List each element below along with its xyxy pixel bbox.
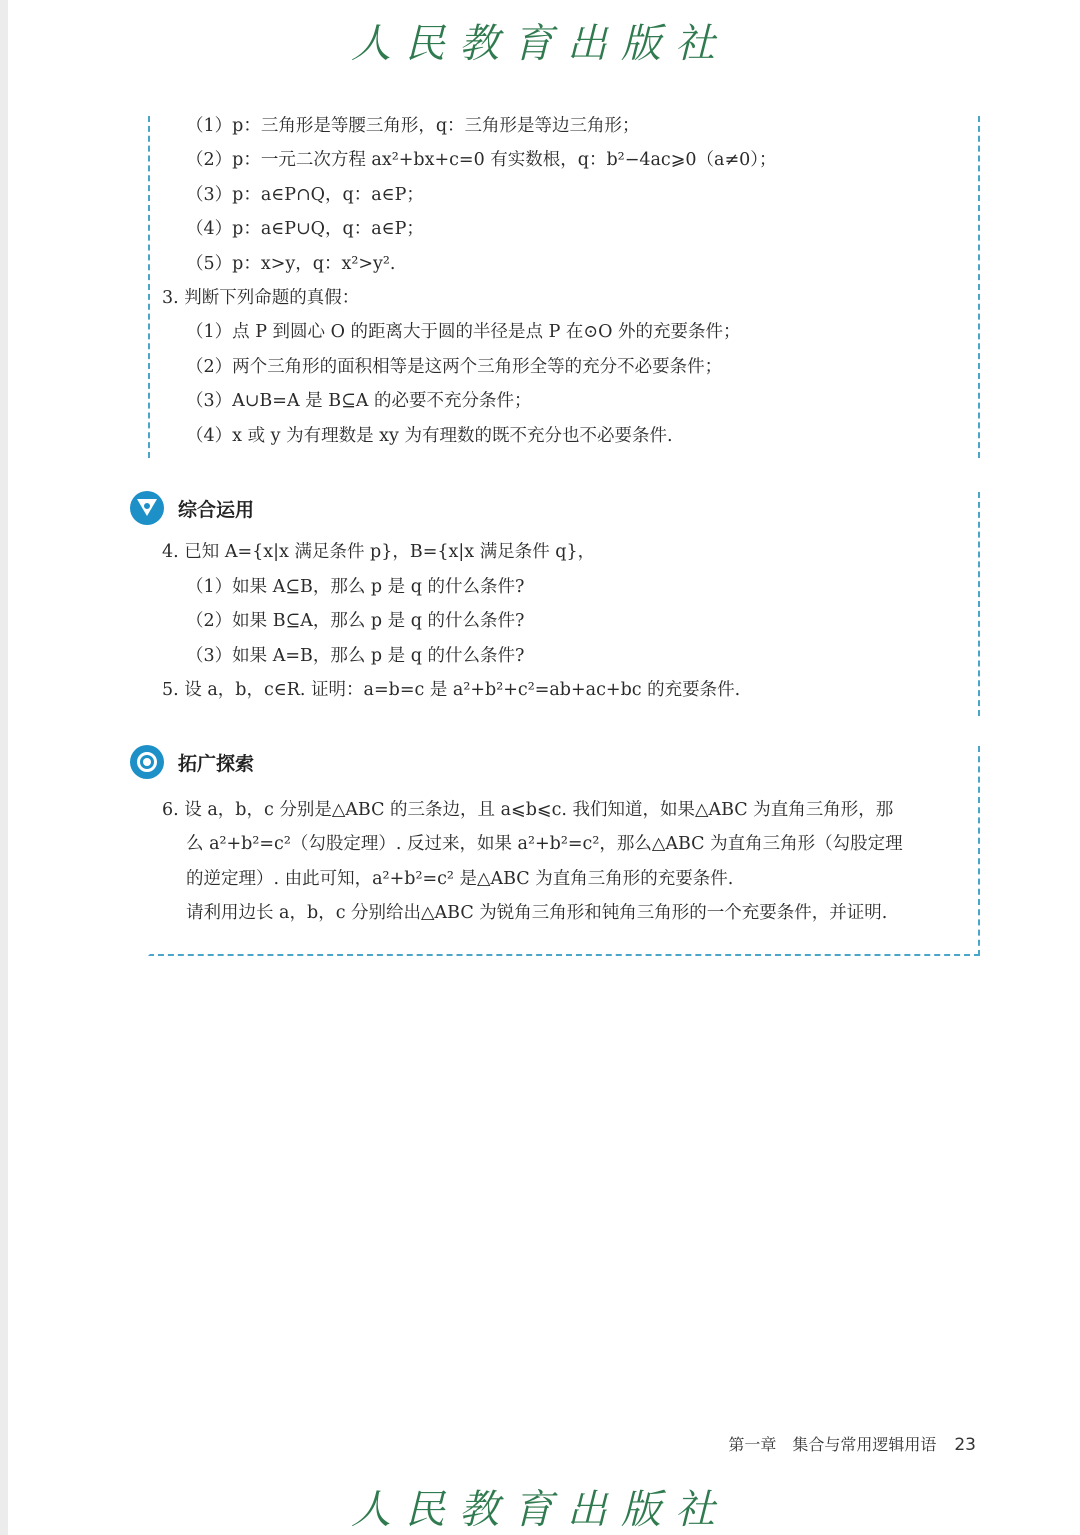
problem-6-line: 6. 设 a，b，c 分别是△ABC 的三条边，且 a⩽b⩽c. 我们知道，如果△ABC 为直角三角形，那 <box>162 800 894 820</box>
publisher-logo-top: 人民教育出版社 <box>351 21 729 67</box>
section-title: 综合运用 <box>178 498 255 521</box>
chapter-title: 第一章 集合与常用逻辑用语 <box>728 1435 937 1454</box>
page-edge <box>0 0 8 1535</box>
problem-item: （2）p：一元二次方程 ax²+bx+c=0 有实数根，q：b²−4ac⩾0（a≠0）； <box>186 150 777 170</box>
problem-4-item: （1）如果 A⊆B，那么 p 是 q 的什么条件? <box>186 577 525 597</box>
page-number: 23 <box>954 1435 976 1455</box>
problem-item: （1）p：三角形是等腰三角形，q：三角形是等边三角形； <box>186 116 640 136</box>
problem-3-item: （1）点 P 到圆心 O 的距离大于圆的半径是点 P 在⊙O 外的充要条件； <box>186 322 741 342</box>
section-title: 拓广探索 <box>178 752 255 775</box>
problem-4-title: 4. 已知 A={x|x 满足条件 p}，B={x|x 满足条件 q}， <box>162 542 596 562</box>
section-header-explore <box>130 744 254 780</box>
page-footer <box>728 1432 976 1455</box>
problem-3-title: 3. 判断下列命题的真假： <box>162 288 360 308</box>
problem-3-item: （3）A∪B=A 是 B⊆A 的必要不充分条件； <box>186 391 532 411</box>
section-header-comprehensive <box>130 490 254 526</box>
problem-item: （3）p：a∈P∩Q，q：a∈P； <box>186 185 424 205</box>
publisher-logo-bottom: 人民教育出版社 <box>351 1487 729 1533</box>
problem-5: 5. 设 a，b，c∈R. 证明：a=b=c 是 a²+b²+c²=ab+ac+bc 的充要条件. <box>162 680 741 700</box>
problem-6-line: 的逆定理）. 由此可知，a²+b²=c² 是△ABC 为直角三角形的充要条件. <box>186 869 734 889</box>
problem-6-line: 么 a²+b²=c²（勾股定理）. 反过来，如果 a²+b²=c²，那么△ABC 为直角三角形（勾股定理 <box>186 834 903 854</box>
problem-4-item: （2）如果 B⊆A，那么 p 是 q 的什么条件? <box>186 611 525 631</box>
problem-item: （4）p：a∈P∪Q，q：a∈P； <box>186 219 424 239</box>
section-triangle-icon <box>130 491 164 525</box>
problem-6-line: 请利用边长 a，b，c 分别给出△ABC 为锐角三角形和钝角三角形的一个充要条件，并证明. <box>186 903 888 923</box>
problem-item: （5）p：x>y，q：x²>y². <box>186 254 396 274</box>
problem-3-item: （2）两个三角形的面积相等是这两个三角形全等的充分不必要条件； <box>186 357 723 377</box>
problem-4-item: （3）如果 A=B，那么 p 是 q 的什么条件? <box>186 646 525 666</box>
section-ring-icon <box>130 745 164 779</box>
problem-3-item: （4）x 或 y 为有理数是 xy 为有理数的既不充分也不必要条件. <box>186 426 673 446</box>
